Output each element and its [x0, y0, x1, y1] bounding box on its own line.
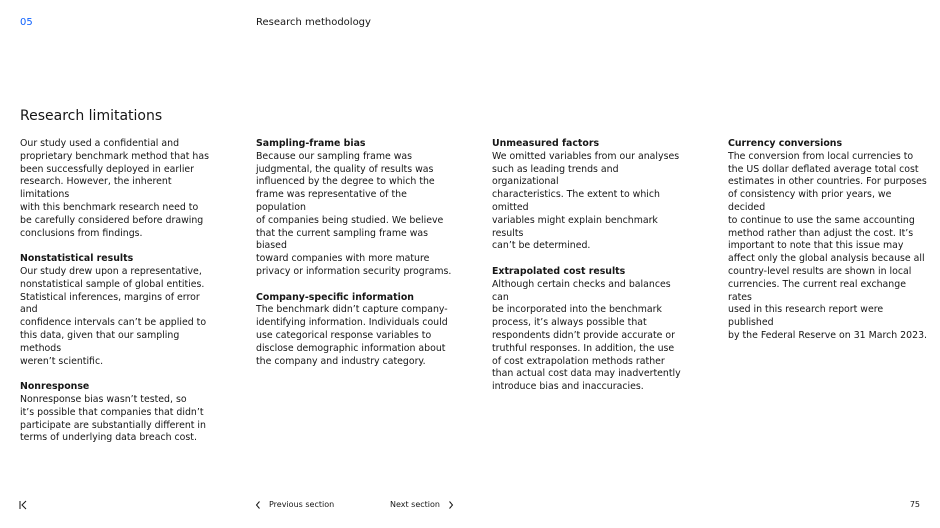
next-section-button[interactable]	[390, 500, 454, 509]
page-title: Research limitations	[20, 108, 163, 124]
sampling-frame-bias-heading: Sampling-frame bias	[256, 138, 366, 149]
currency-conversions-body: The conversion from local currencies to the US dollar deflated average total cost estimates in other countries. For purposes of consistency with prior years, we decided to continue to use the same accounting method rather than adjust the cost. It’s important to note that this issue may affect only the global analysis because all country-level results are shown in local currencies. The current real exchange rates used in this research report were published by the Federal Reserve on 31 March 2023.	[728, 150, 928, 341]
intro-block	[20, 138, 220, 240]
nonstatistical-results-heading: Nonstatistical results	[20, 253, 134, 265]
previous-section-label: Previous section	[269, 500, 335, 509]
extrapolated-cost-body: Although certain checks and balances can be incorporated into the benchmark process, it’s always possible that respondents didn’t provide accurate or truthful responses. In addition, the use of cost extrapolation methods rather than actual cost data may inadvertently introduce bias and inaccuracies.	[492, 278, 681, 393]
nonresponse-body: Nonresponse bias wasn’t tested, so it’s possible that companies that didn’t participate are substantially different in terms of underlying data breach cost.	[20, 393, 206, 444]
next-section-label: Next section	[390, 500, 440, 509]
intro-body: Our study used a confidential and proprietary benchmark method that has been successfully deployed in earlier research. However, the inherent limitations with this benchmark research need to be carefully considered before drawing conclusions from findings.	[20, 138, 209, 239]
column-4	[728, 138, 928, 356]
nonstatistical-results-block	[20, 253, 220, 368]
chevron-right-icon	[448, 501, 454, 509]
company-specific-block	[256, 292, 456, 369]
skip-to-start-icon[interactable]	[18, 498, 30, 512]
section-number: 05	[20, 17, 33, 28]
sampling-frame-bias-block	[256, 138, 456, 279]
company-specific-body: The benchmark didn’t capture company- identifying information. Individuals could use categorical response variables to disclose demographic information about the company and industry category.	[256, 304, 448, 367]
currency-conversions-heading: Currency conversions	[728, 138, 843, 149]
currency-conversions-block	[728, 138, 928, 343]
page-number: 75	[909, 500, 920, 509]
column-1	[20, 138, 220, 458]
previous-section-button[interactable]	[255, 500, 334, 509]
extrapolated-cost-heading: Extrapolated cost results	[492, 265, 626, 277]
nonresponse-block	[20, 381, 220, 445]
unmeasured-factors-heading: Unmeasured factors	[492, 138, 600, 149]
company-specific-heading: Company-specific information	[256, 291, 414, 303]
chevron-left-icon	[255, 501, 261, 509]
unmeasured-factors-body: We omitted variables from our analyses such as leading trends and organizational characteristics. The extent to which omitted variables might explain benchmark results can’t be determined.	[492, 150, 680, 252]
nonresponse-heading: Nonresponse	[20, 381, 90, 393]
section-title: Research methodology	[256, 17, 371, 28]
sampling-frame-bias-body: Because our sampling frame was judgmental, the quality of results was influenced by the degree to which the frame was representative of the population of companies being studied. We believe that the current sampling frame was biased toward companies with more mature privacy or information security programs.	[256, 150, 452, 277]
extrapolated-cost-block	[492, 266, 688, 394]
column-2	[256, 138, 456, 381]
nonstatistical-results-body: Our study drew upon a representative, nonstatistical sample of global entities. Statistical inferences, margins of error and confidence intervals can’t be applied to this data, given that our sampling methods weren’t scientific.	[20, 265, 207, 367]
unmeasured-factors-block	[492, 138, 688, 253]
column-3	[492, 138, 688, 407]
